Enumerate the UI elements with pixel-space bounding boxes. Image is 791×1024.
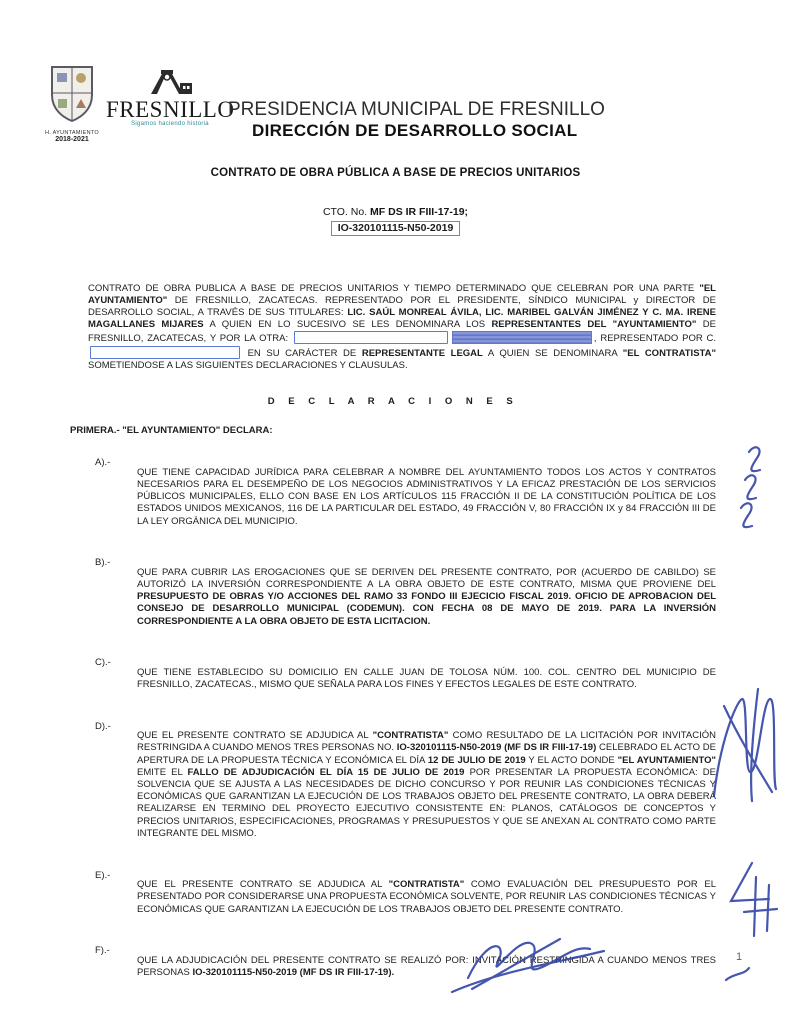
shield-caption: H. AYUNTAMIENTO [44, 130, 99, 136]
contract-number-line [0, 206, 791, 218]
declaration-item-text: QUE TIENE ESTABLECIDO SU DOMICILIO EN CALLE JUAN DE TOLOSA NÚM. 100. COL. CENTRO DEL MUNICIPIO DE FRESNILLO, ZACATECAS., MISMO QUE SEÑALA PARA LOS FINES Y EFECTOS LEGALES DE ESTE CONTRATO. [137, 666, 716, 691]
declaration-item-d [70, 721, 716, 850]
declaration-item-label: E).- [95, 869, 111, 881]
redaction-box [294, 331, 448, 344]
declaration-item-e [70, 870, 716, 926]
contract-id-line [0, 221, 791, 236]
shield-caption-years: 2018-2021 [55, 136, 89, 143]
handwritten-margin-mark-a [741, 447, 760, 527]
fresnillo-logo [106, 68, 234, 127]
declaration-item-c [70, 657, 716, 700]
declaration-item-f [70, 945, 716, 988]
document-title: CONTRATO DE OBRA PÚBLICA A BASE DE PRECIOS UNITARIOS [210, 167, 581, 179]
header-dept-title: DIRECCIÓN DE DESARROLLO SOCIAL [252, 121, 578, 140]
handwritten-flourish-d [714, 689, 776, 801]
declaration-item-a [70, 457, 716, 537]
contract-id-box: IO-320101115-N50-2019 [331, 221, 461, 236]
declaration-item-label: B).- [95, 557, 111, 569]
declaration-item-text: QUE EL PRESENTE CONTRATO SE ADJUDICA AL "CONTRATISTA" COMO EVALUACIÓN DEL PRESUPUESTO POR EL PRESENTADO POR CONSIDERARSE UNA PROPUESTA ECONÓMICA SOLVENTE, POR REUNIR LAS CONDICIONES TÉCNICAS Y ECONÓMICAS QUE GARANTIZAN LA EJECUCIÓN DE LOS TRABAJOS OBJETO DEL PRESENTE CONTRATO. [137, 879, 716, 915]
page-number: 1 [736, 951, 743, 963]
declaration-item-text: QUE LA ADJUDICACIÓN DEL PRESENTE CONTRATO SE REALIZÓ POR: INVITACIÓN RESTRINGIDA A CUANDO MENOS TRES PERSONAS IO-320101115-N50-2019 (MF DS IR FIII-17-19). [137, 954, 716, 978]
declaration-item-label: F).- [95, 945, 110, 957]
declaration-item-text: QUE PARA CUBRIR LAS EROGACIONES QUE SE DERIVEN DEL PRESENTE CONTRATO, POR (ACUERDO DE CABILDO) SE AUTORIZÓ LA INVERSIÓN CORRESPONDIENTE A LA OBRA OBJETO DE ESTE CONTRATO, MISMA QUE PROVIENE DEL PRESUPUESTO DE OBRAS Y/O ACCIONES DEL RAMO 33 FONDO III EJECICIO FISCAL 2019. OFICIO DE APROBACION DEL CONSEJO DE DESARROLLO MUNICIPAL (CODEMUN). CON FECHA 08 DE MAYO DE 2019. PARA LA INVERSIÓN CORRESPONDIENTE A LA OBRA OBJETO DE ESTA LICITACION. [137, 566, 716, 627]
declaration-item-label: D).- [95, 720, 111, 732]
handwritten-check-curl [726, 968, 749, 980]
handwritten-mark-f [731, 863, 777, 936]
declaration-item-label: C).- [95, 657, 111, 669]
declaration-item-text: QUE EL PRESENTE CONTRATO SE ADJUDICA AL "CONTRATISTA" COMO RESULTADO DE LA LICITACIÓN POR INVITACIÓN RESTRINGIDA A CUANDO MENOS TRES PERSONAS NO. IO-320101115-N50-2019 (MF DS IR FIII-17-19) CELEBRADO EL ACTO DE APERTURA DE LA PROPUESTA TÉCNICA Y ECONÓMICA EL DÍA 12 DE JULIO DE 2019 Y EL ACTO DONDE "EL AYUNTAMIENTO" EMITE EL FALLO DE ADJUDICACIÓN EL DÍA 15 DE JULIO DE 2019 POR PRESENTAR LA PROPUESTA ECONÓMICA: DE SOLVENCIA QUE SE AJUSTA A LAS NECESIDADES DE DICHO CONCURSO Y POR REUNIR LAS CONDICIONES TÉCNICAS Y ECONÓMICAS QUE GARANTIZAN LA EJECUCIÓN DE LOS TRABAJOS OBJETO DEL PRESENTE CONTRATO, LA OBRA DEBERÁ REALIZARSE EN TERMINO DEL PROYECTO EJECUTIVO CONSISTENTE EN: PLANOS, CATÁLOGOS DE CONCEPTOS Y PRECIOS UNITARIOS, ESPECIFICACIONES, PROGRAMAS Y PRESUPUESTOS Y QUE SE ANEXAN AL CONTRATO COMO PARTE INTEGRANTE DEL MISMO. [137, 730, 717, 839]
coat-of-arms-icon [48, 64, 96, 124]
redaction-box [90, 346, 240, 359]
document-body [70, 273, 716, 989]
declaration-item-text: QUE TIENE CAPACIDAD JURÍDICA PARA CELEBRAR A NOMBRE DEL AYUNTAMIENTO TODOS LOS ACTOS Y CONTRATOS NECESARIOS PARA EL DESEMPEÑO DE LOS NEGOCIOS ADMINISTRATIVOS Y LA EFICAZ PRESTACIÓN DE LOS SERVICIOS PÚBLICOS MUNICIPALES, ELLO CON BASE EN LOS ARTÍCULOS 115 FRACCIÓN II DE LA CONSTITUCIÓN POLÍTICA DE LOS ESTADOS UNIDOS MEXICANOS, 116 DE LA PARTICULAR DEL ESTADO, 49 FRACCIÓN V, 80 FRACCIÓN IX y 84 FRACCIÓN III DE LA LEY ORGÁNICA DEL MUNICIPIO. [137, 466, 716, 527]
declarations-heading: D E C L A R A C I O N E S [267, 395, 519, 407]
declaration-item-b [70, 557, 716, 637]
intro-paragraph: CONTRATO DE OBRA PUBLICA A BASE DE PRECIOS UNITARIOS Y TIEMPO DETERMINADO QUE CELEBRAN POR UNA PARTE "EL AYUNTAMIENTO" DE FRESNILLO, ZACATECAS. REPRESENTADO POR EL PRESIDENTE, SÍNDICO MUNICIPAL y DIRECTOR DE DESARROLLO SOCIAL, A TRAVÉS DE SUS TITULARES: LIC. SAÚL MONREAL ÁVILA, LIC. MARIBEL GALVÁN JIMÉNEZ Y C. MA. IRENE MAGALLANES MIJARES A QUIEN EN LO SUCESIVO SE LES DENOMINARA LOS REPRESENTANTES DEL "AYUNTAMIENTO" DE FRESNILLO, ZACATECAS, Y POR LA OTRA: , REPRESENTADO POR C. EN SU CARÁCTER DE REPRESENTANTE LEGAL A QUIEN SE DENOMINARA "EL CONTRATISTA" SOMETIENDOSE A LAS SIGUIENTES DECLARACIONES Y CLAUSULAS. [88, 282, 716, 371]
header-org-title: PRESIDENCIA MUNICIPAL DE FRESNILLO [228, 99, 605, 120]
fresnillo-wordmark: FRESNILLO [106, 97, 235, 122]
redaction-smudge [452, 331, 592, 344]
contract-number-prefix: CTO. No. [322, 206, 371, 218]
primera-heading: PRIMERA.- "EL AYUNTAMIENTO" DECLARA: [70, 425, 273, 437]
declaration-item-label: A).- [95, 457, 111, 469]
municipal-shield-logo [42, 64, 102, 143]
fresnillo-tagline: Sigamos haciendo historia [131, 121, 209, 127]
mine-headframe-icon [147, 68, 193, 94]
contract-number-value: MF DS IR FIII-17-19; [370, 206, 469, 218]
